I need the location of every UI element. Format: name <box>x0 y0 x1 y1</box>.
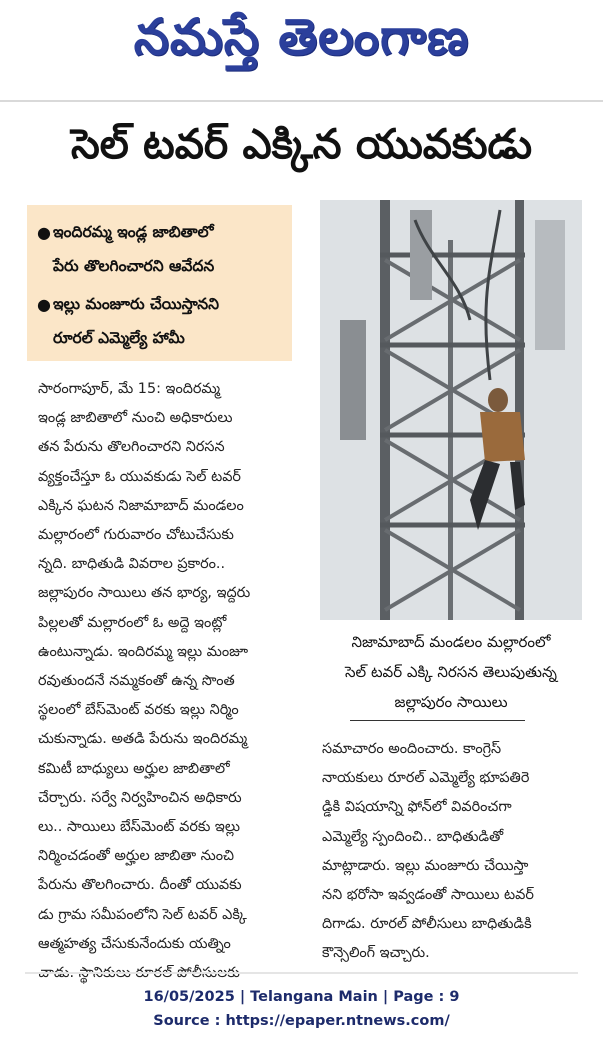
highlight-line: ఇందిరమ్మ ఇండ్ల జాబితాలో <box>53 223 214 241</box>
body-line: ఇండ్ల జాబితాలో నుంచి అధికారులు <box>38 410 233 427</box>
newspaper-logo: నమస్తే తెలంగాణ <box>133 8 470 66</box>
caption-line: జల్లాపురం సాయిలు <box>394 693 508 711</box>
highlight-line: పేరు తొలగించారని ఆవేదన <box>53 257 215 275</box>
body-line: చేర్చారు. సర్వే నిర్వహించిన అధికారు <box>38 789 242 806</box>
body-line: సారంగాపూర్, మే 15: ఇందిరమ్మ <box>38 381 221 397</box>
body-line: ఎమ్మెల్యే స్పందించి.. బాధితుడితో <box>322 828 504 845</box>
body-line: ఉంటున్నాడు. ఇందిరమ్మ ఇల్లు మంజూ <box>38 643 249 660</box>
body-line: డ్డికి విషయాన్ని ఫోన్‌లో వివరించగా <box>322 799 512 816</box>
body-line: మాట్లాడారు. ఇల్లు మంజూరు చేయిస్తా <box>322 857 529 874</box>
photo-caption <box>322 627 580 717</box>
article-body-right <box>322 735 586 969</box>
caption-line: సెల్ టవర్ ఎక్కి నిరసన తెలుపుతున్న <box>345 663 557 681</box>
body-line: స్థలంలో బేస్‌మెంట్ వరకు ఇల్లు నిర్మిం <box>38 702 239 719</box>
body-line: ఆత్మహత్య చేసుకునేందుకు యత్నిం <box>38 935 231 952</box>
caption-divider <box>350 720 525 721</box>
body-line: రవుతుందనే నమ్మకంతో ఉన్న సొంత <box>38 673 235 690</box>
caption-line: నిజామాబాద్ మండలం మల్లారంలో <box>351 633 551 651</box>
article-headline: సెల్ టవర్ ఎక్కిన యువకుడు <box>70 120 533 168</box>
bullet-icon: ● <box>37 295 51 314</box>
article-body-left <box>38 375 300 988</box>
highlight-line: ఇల్లు మంజూరు చేయిస్తానని <box>53 295 219 313</box>
body-line: కౌన్సెలింగ్ ఇచ్చారు. <box>322 945 430 962</box>
highlights-box <box>27 205 292 361</box>
body-line: దిగాడు. రూరల్ పోలీసులు బాధితుడికి <box>322 916 532 933</box>
highlight-item <box>37 287 284 355</box>
body-line: డు గ్రామ సమీపంలోని సెల్ టవర్ ఎక్కి <box>38 906 247 923</box>
body-line: చుకున్నాడు. అతడి పేరును ఇందిరమ్మ <box>38 731 248 748</box>
highlight-line: రూరల్ ఎమ్మెల్యే హామీ <box>53 329 185 347</box>
body-line: ఎక్కిన ఘటన నిజామాబాద్ మండలం <box>38 497 244 514</box>
cell-tower-photo-icon <box>320 200 582 620</box>
masthead <box>0 0 603 102</box>
body-line: నిర్మించడంతో అర్హుల జాబితా నుంచి <box>38 848 235 865</box>
highlight-item <box>37 215 284 283</box>
bullet-icon: ● <box>37 223 51 242</box>
body-line: జల్లాపురం సాయిలు తన భార్య, ఇద్దరు <box>38 585 251 602</box>
footer-source-link[interactable]: Source : https://epaper.ntnews.com/ <box>153 1013 450 1029</box>
body-line: పిల్లలతో మల్లారంలో ఓ అద్దె ఇంట్లో <box>38 614 227 631</box>
body-line: నాయకులు రూరల్ ఎమ్మెల్యే భూపతిరె <box>322 770 530 787</box>
body-line: కమిటీ బాధ్యులు అర్హుల జాబితాలో <box>38 760 230 777</box>
page-footer <box>0 985 603 1033</box>
footer-divider <box>25 972 578 974</box>
body-line: మల్లారంలో గురువారం చోటుచేసుకు <box>38 527 234 544</box>
body-line: పేరును తొలగించారు. దీంతో యువకు <box>38 877 242 894</box>
news-photo <box>320 200 582 620</box>
body-line: తన పేరును తొలగించారని నిరసన <box>38 439 225 456</box>
body-line: లు.. సాయిలు బేస్‌మెంట్ వరకు ఇల్లు <box>38 819 241 836</box>
body-line: సమాచారం అందించారు. కాంగ్రెస్ <box>322 741 502 757</box>
body-line: న్నది. బాధితుడి వివరాల ప్రకారం.. <box>38 556 226 573</box>
footer-edition-info: 16/05/2025 | Telangana Main | Page : 9 <box>143 989 460 1005</box>
body-line: నని భరోసా ఇవ్వడంతో సాయిలు టవర్ <box>322 887 534 904</box>
body-line: వ్యక్తంచేస్తూ ఓ యువకుడు సెల్ టవర్ <box>38 468 241 485</box>
